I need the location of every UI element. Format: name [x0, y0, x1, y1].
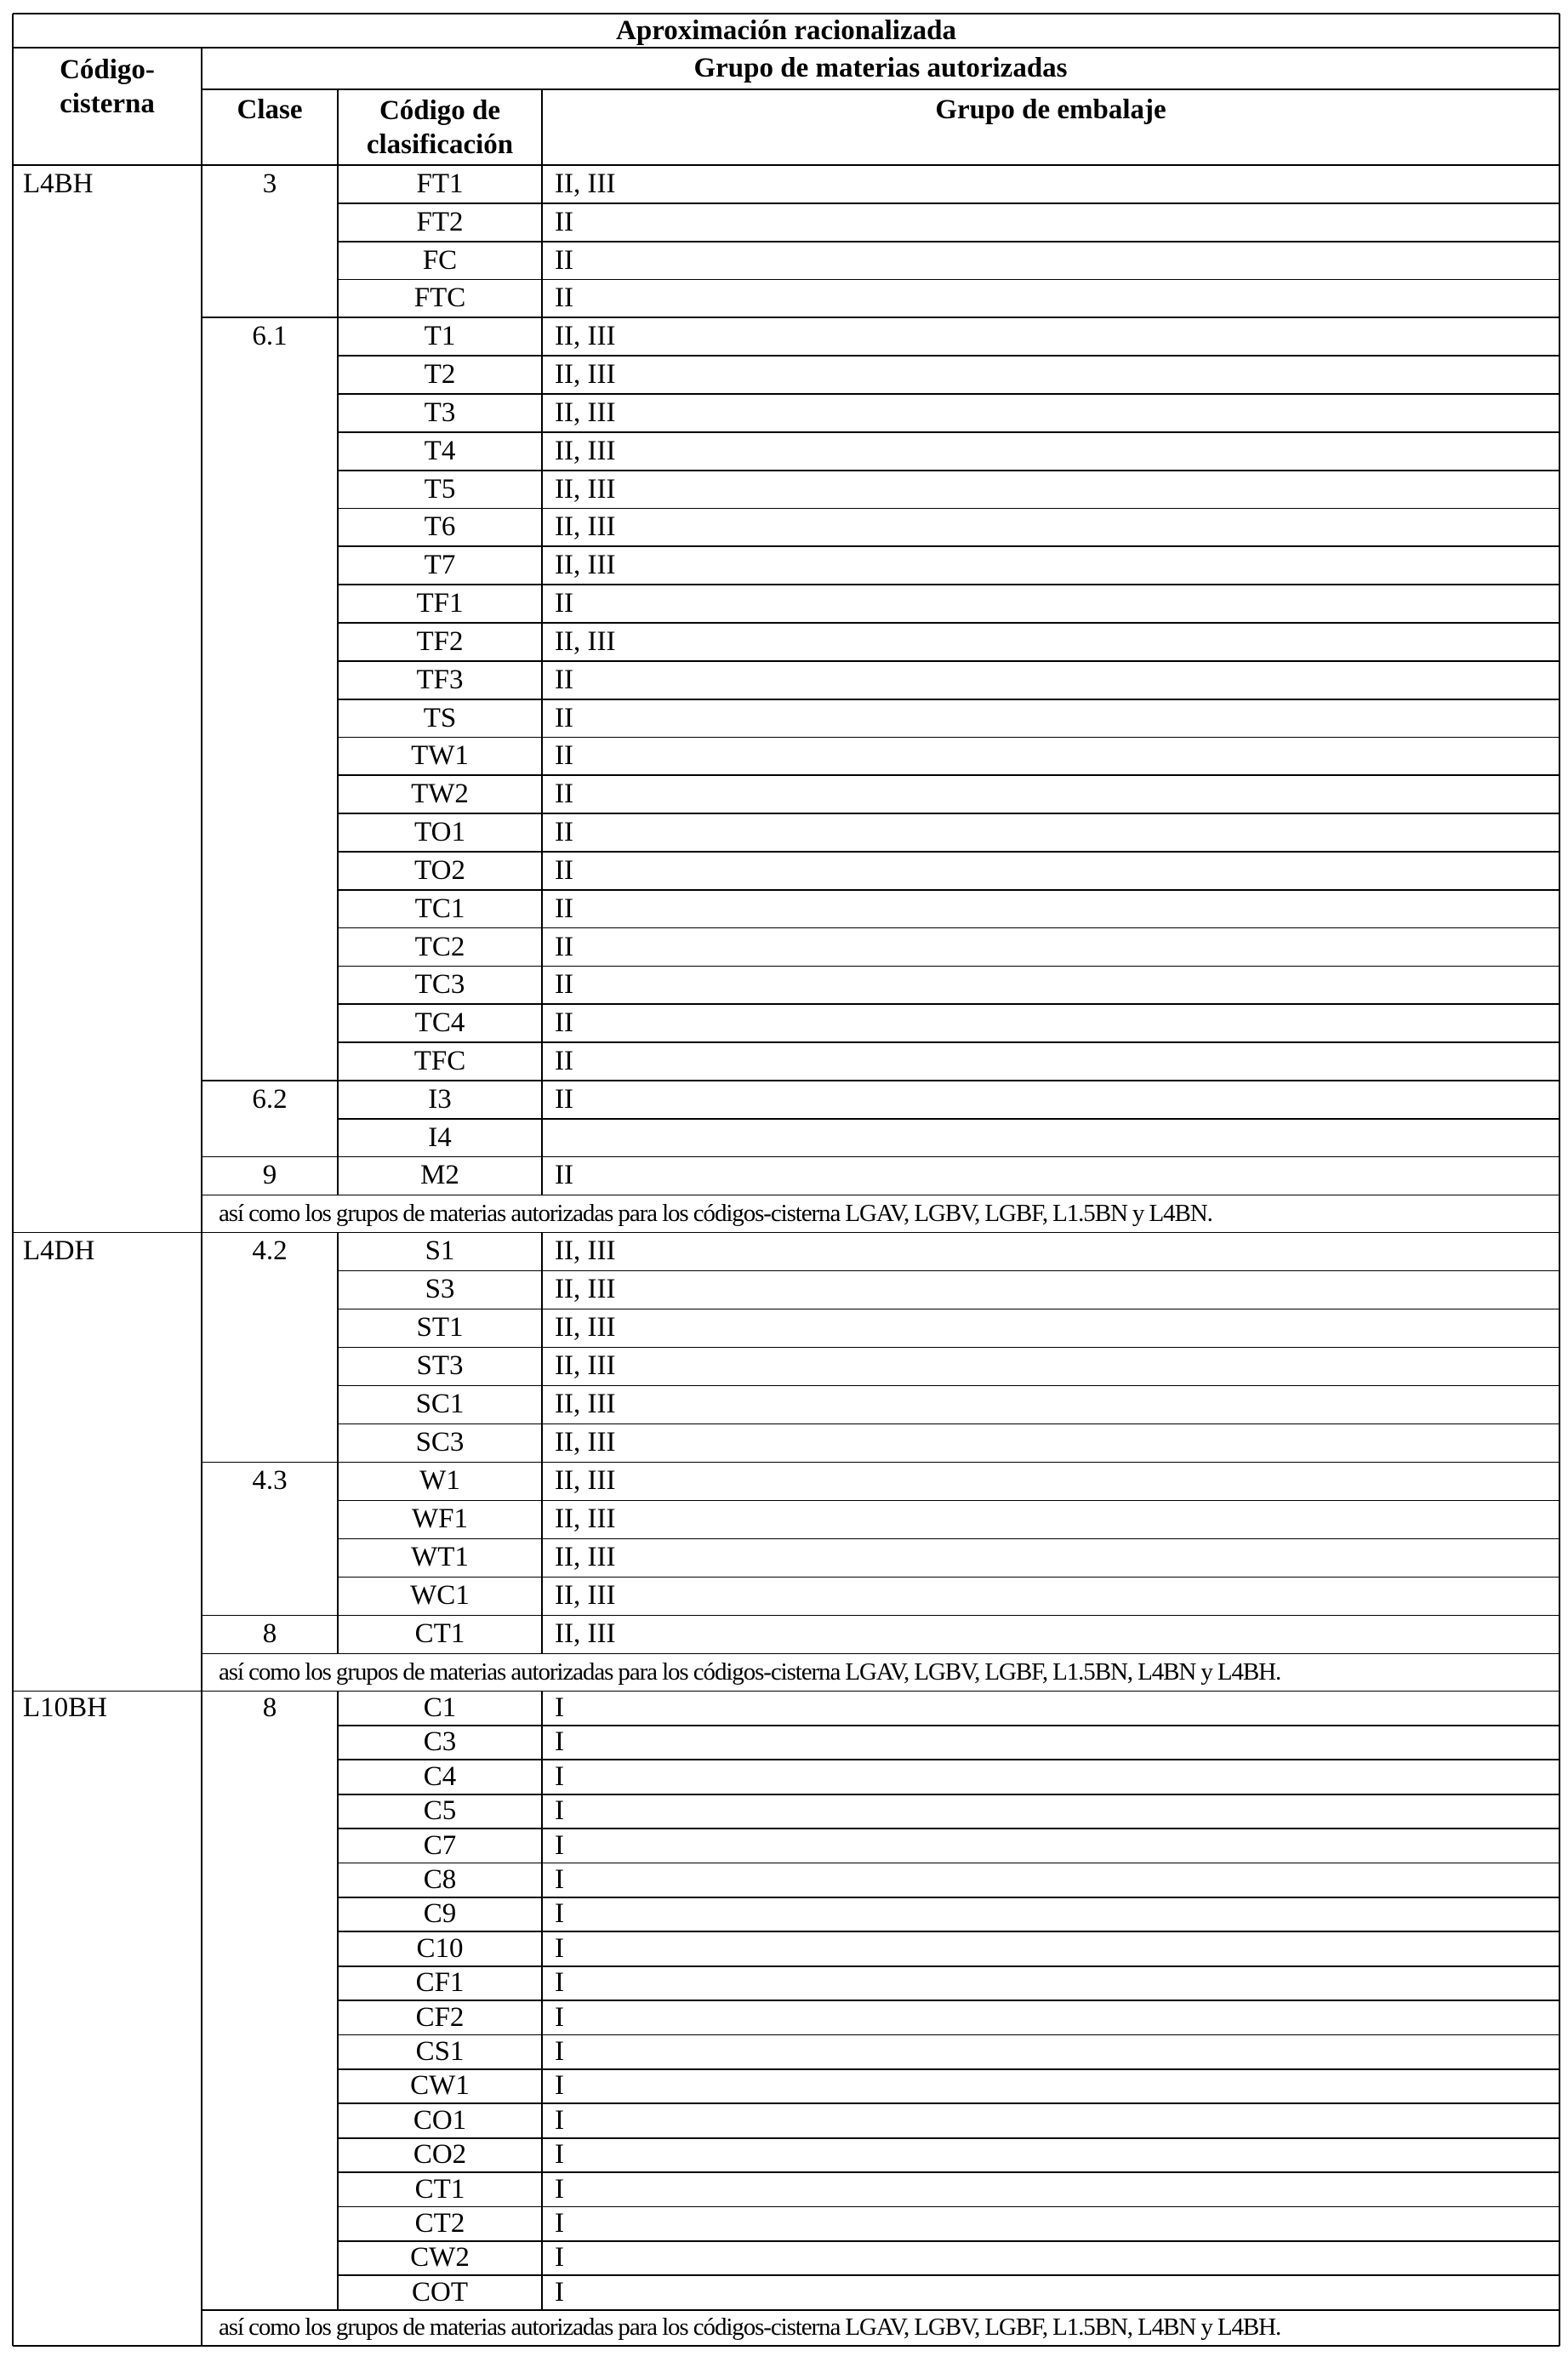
packing-group: I: [555, 1864, 564, 1896]
classification-code: C7: [423, 1829, 457, 1861]
tank-code: L10BH: [23, 1692, 107, 1724]
packing-group: II: [555, 1045, 573, 1076]
classification-code: TF3: [416, 664, 464, 695]
class-value: 6.2: [252, 1083, 288, 1115]
packing-group: I: [555, 2104, 564, 2136]
classification-code: T3: [424, 397, 456, 428]
classification-code: C10: [416, 1932, 464, 1964]
packing-group: II, III: [555, 1503, 616, 1535]
classification-code: CF2: [415, 2001, 465, 2033]
header-authorized-group: Grupo de materias autorizadas: [693, 53, 1068, 83]
packing-group: II, III: [555, 397, 616, 428]
classification-code: TW1: [411, 740, 469, 772]
column-line-code: [201, 48, 202, 2346]
classification-code: S1: [425, 1235, 455, 1267]
classification-code: FTC: [413, 282, 466, 314]
classification-code: TC3: [414, 969, 465, 1001]
packing-group: I: [555, 1726, 564, 1758]
classification-code: WC1: [410, 1580, 470, 1612]
classification-code: TW2: [411, 779, 469, 810]
classification-code: I3: [428, 1083, 452, 1115]
section-note: así como los grupos de materias autorizadas para los códigos-cisterna LGAV, LGBV, LGBF, L1.5BN y L4BN.: [219, 1199, 1212, 1227]
packing-group: I: [555, 1692, 564, 1724]
packing-group: I: [555, 2208, 564, 2239]
classification-code: CT1: [414, 1618, 465, 1650]
packing-group: II: [555, 1007, 573, 1039]
table-border-left: [12, 14, 14, 2346]
classification-code: FC: [422, 244, 458, 276]
classification-code: CT1: [414, 2173, 465, 2205]
packing-group: II: [555, 969, 573, 1001]
packing-group: II: [555, 740, 573, 772]
packing-group: II, III: [555, 1350, 616, 1382]
packing-group: II: [555, 206, 573, 237]
packing-group: II, III: [555, 168, 616, 199]
packing-group: I: [555, 2036, 564, 2068]
packing-group: II: [555, 1160, 573, 1191]
packing-group: II, III: [555, 1274, 616, 1305]
table-title: Aproximación racionalizada: [616, 14, 956, 46]
table-border-top: [13, 13, 1559, 15]
classification-code: COT: [412, 2276, 468, 2308]
classification-code: WF1: [412, 1503, 468, 1535]
packing-group: II: [555, 244, 573, 276]
packing-group: II: [555, 664, 573, 695]
tank-code-table: [13, 14, 1559, 2346]
classification-code: CO1: [413, 2104, 467, 2136]
packing-group: I: [555, 2001, 564, 2033]
section-note: así como los grupos de materias autorizadas para los códigos-cisterna LGAV, LGBV, LGBF, L1.5BN, L4BN y L4BH.: [219, 2314, 1281, 2342]
classification-code: CS1: [415, 2036, 465, 2068]
packing-group: II: [555, 779, 573, 810]
classification-code: T7: [424, 550, 456, 581]
classification-code: C4: [423, 1760, 457, 1792]
packing-group: I: [555, 1795, 564, 1827]
packing-group: II: [555, 931, 573, 962]
packing-group: II: [555, 854, 573, 886]
class-value: 4.3: [252, 1465, 288, 1497]
packing-group: II: [555, 588, 573, 619]
packing-group: II, III: [555, 1618, 616, 1650]
classification-code: TS: [423, 702, 457, 733]
classification-code: TO2: [414, 854, 465, 886]
classification-code: C9: [423, 1898, 457, 1930]
classification-code: I4: [428, 1121, 452, 1153]
classification-code: CT2: [414, 2208, 465, 2239]
packing-group: II, III: [555, 1389, 616, 1420]
class-value: 3: [262, 168, 277, 199]
classification-code: M2: [420, 1160, 459, 1191]
classification-code: C1: [423, 1692, 457, 1724]
packing-group: II, III: [555, 1580, 616, 1612]
packing-group: I: [555, 2173, 564, 2205]
packing-group: I: [555, 1898, 564, 1930]
packing-group: II, III: [555, 473, 616, 505]
classification-code: CF1: [415, 1967, 465, 1999]
packing-group: II: [555, 282, 573, 314]
header-rule: [13, 47, 1559, 48]
tank-code: L4DH: [23, 1235, 95, 1267]
classification-code: ST1: [416, 1312, 464, 1344]
section-note: así como los grupos de materias autorizadas para los códigos-cisterna LGAV, LGBV, LGBF, L1.5BN, L4BN y L4BH.: [219, 1657, 1281, 1686]
packing-group: I: [555, 2139, 564, 2171]
classification-code: T6: [424, 511, 456, 543]
class-value: 4.2: [252, 1235, 288, 1267]
packing-group: II, III: [555, 511, 616, 543]
class-value: 9: [262, 1160, 277, 1191]
table-border-right: [1559, 14, 1561, 2346]
packing-group: II, III: [555, 1542, 616, 1573]
classification-code: TF2: [416, 625, 464, 657]
packing-group: II, III: [555, 321, 616, 352]
classification-code: S3: [425, 1274, 455, 1305]
classification-code: FT1: [416, 168, 464, 199]
packing-group: I: [555, 2276, 564, 2308]
header-rule: [202, 88, 1559, 90]
classification-code: ST3: [416, 1350, 464, 1382]
packing-group: II, III: [555, 625, 616, 657]
packing-group: I: [555, 2070, 564, 2102]
packing-group: I: [555, 1932, 564, 1964]
packing-group: II: [555, 893, 573, 924]
classification-code: TF1: [416, 588, 464, 619]
packing-group: II: [555, 1083, 573, 1115]
classification-code: T2: [424, 359, 456, 391]
tank-code: L4BH: [23, 168, 94, 199]
class-value: 6.1: [252, 321, 288, 352]
packing-group: II, III: [555, 550, 616, 581]
header-packing-group: Grupo de embalaje: [935, 94, 1166, 125]
packing-group: II, III: [555, 435, 616, 466]
classification-code: SC3: [415, 1427, 465, 1458]
header-classification-code-line2: clasificación: [366, 128, 514, 160]
classification-code: TC4: [414, 1007, 465, 1039]
classification-code: C3: [423, 1726, 457, 1758]
packing-group: I: [555, 1967, 564, 1999]
packing-group: II: [555, 817, 573, 848]
classification-code: T5: [424, 473, 456, 505]
column-line-class: [337, 89, 339, 165]
header-class: Clase: [237, 94, 303, 125]
packing-group: I: [555, 2242, 564, 2274]
packing-group: II, III: [555, 1427, 616, 1458]
header-tank-code-line1: Código-: [60, 54, 155, 85]
classification-code: SC1: [415, 1389, 465, 1420]
classification-code: CO2: [413, 2139, 467, 2171]
classification-code: C5: [423, 1795, 457, 1827]
packing-group: II, III: [555, 359, 616, 391]
classification-code: CW1: [410, 2070, 470, 2102]
header-tank-code-line2: cisterna: [60, 88, 155, 119]
packing-group: II, III: [555, 1235, 616, 1267]
classification-code: T1: [424, 321, 456, 352]
packing-group: II, III: [555, 1312, 616, 1344]
classification-code: TFC: [413, 1045, 466, 1076]
class-value: 8: [262, 1618, 277, 1650]
classification-code: W1: [419, 1465, 460, 1497]
classification-code: TC1: [414, 893, 465, 924]
column-line-classification: [541, 89, 543, 165]
header-classification-code-line1: Código de: [379, 94, 501, 126]
classification-code: FT2: [416, 206, 464, 237]
classification-code: WT1: [411, 1542, 469, 1573]
classification-code: T4: [424, 435, 456, 466]
packing-group: I: [555, 1829, 564, 1861]
classification-code: CW2: [410, 2242, 470, 2274]
packing-group: I: [555, 1760, 564, 1792]
class-value: 8: [262, 1692, 277, 1724]
packing-group: II: [555, 702, 573, 733]
packing-group: II, III: [555, 1465, 616, 1497]
classification-code: C8: [423, 1864, 457, 1896]
classification-code: TC2: [414, 931, 465, 962]
classification-code: TO1: [414, 817, 465, 848]
